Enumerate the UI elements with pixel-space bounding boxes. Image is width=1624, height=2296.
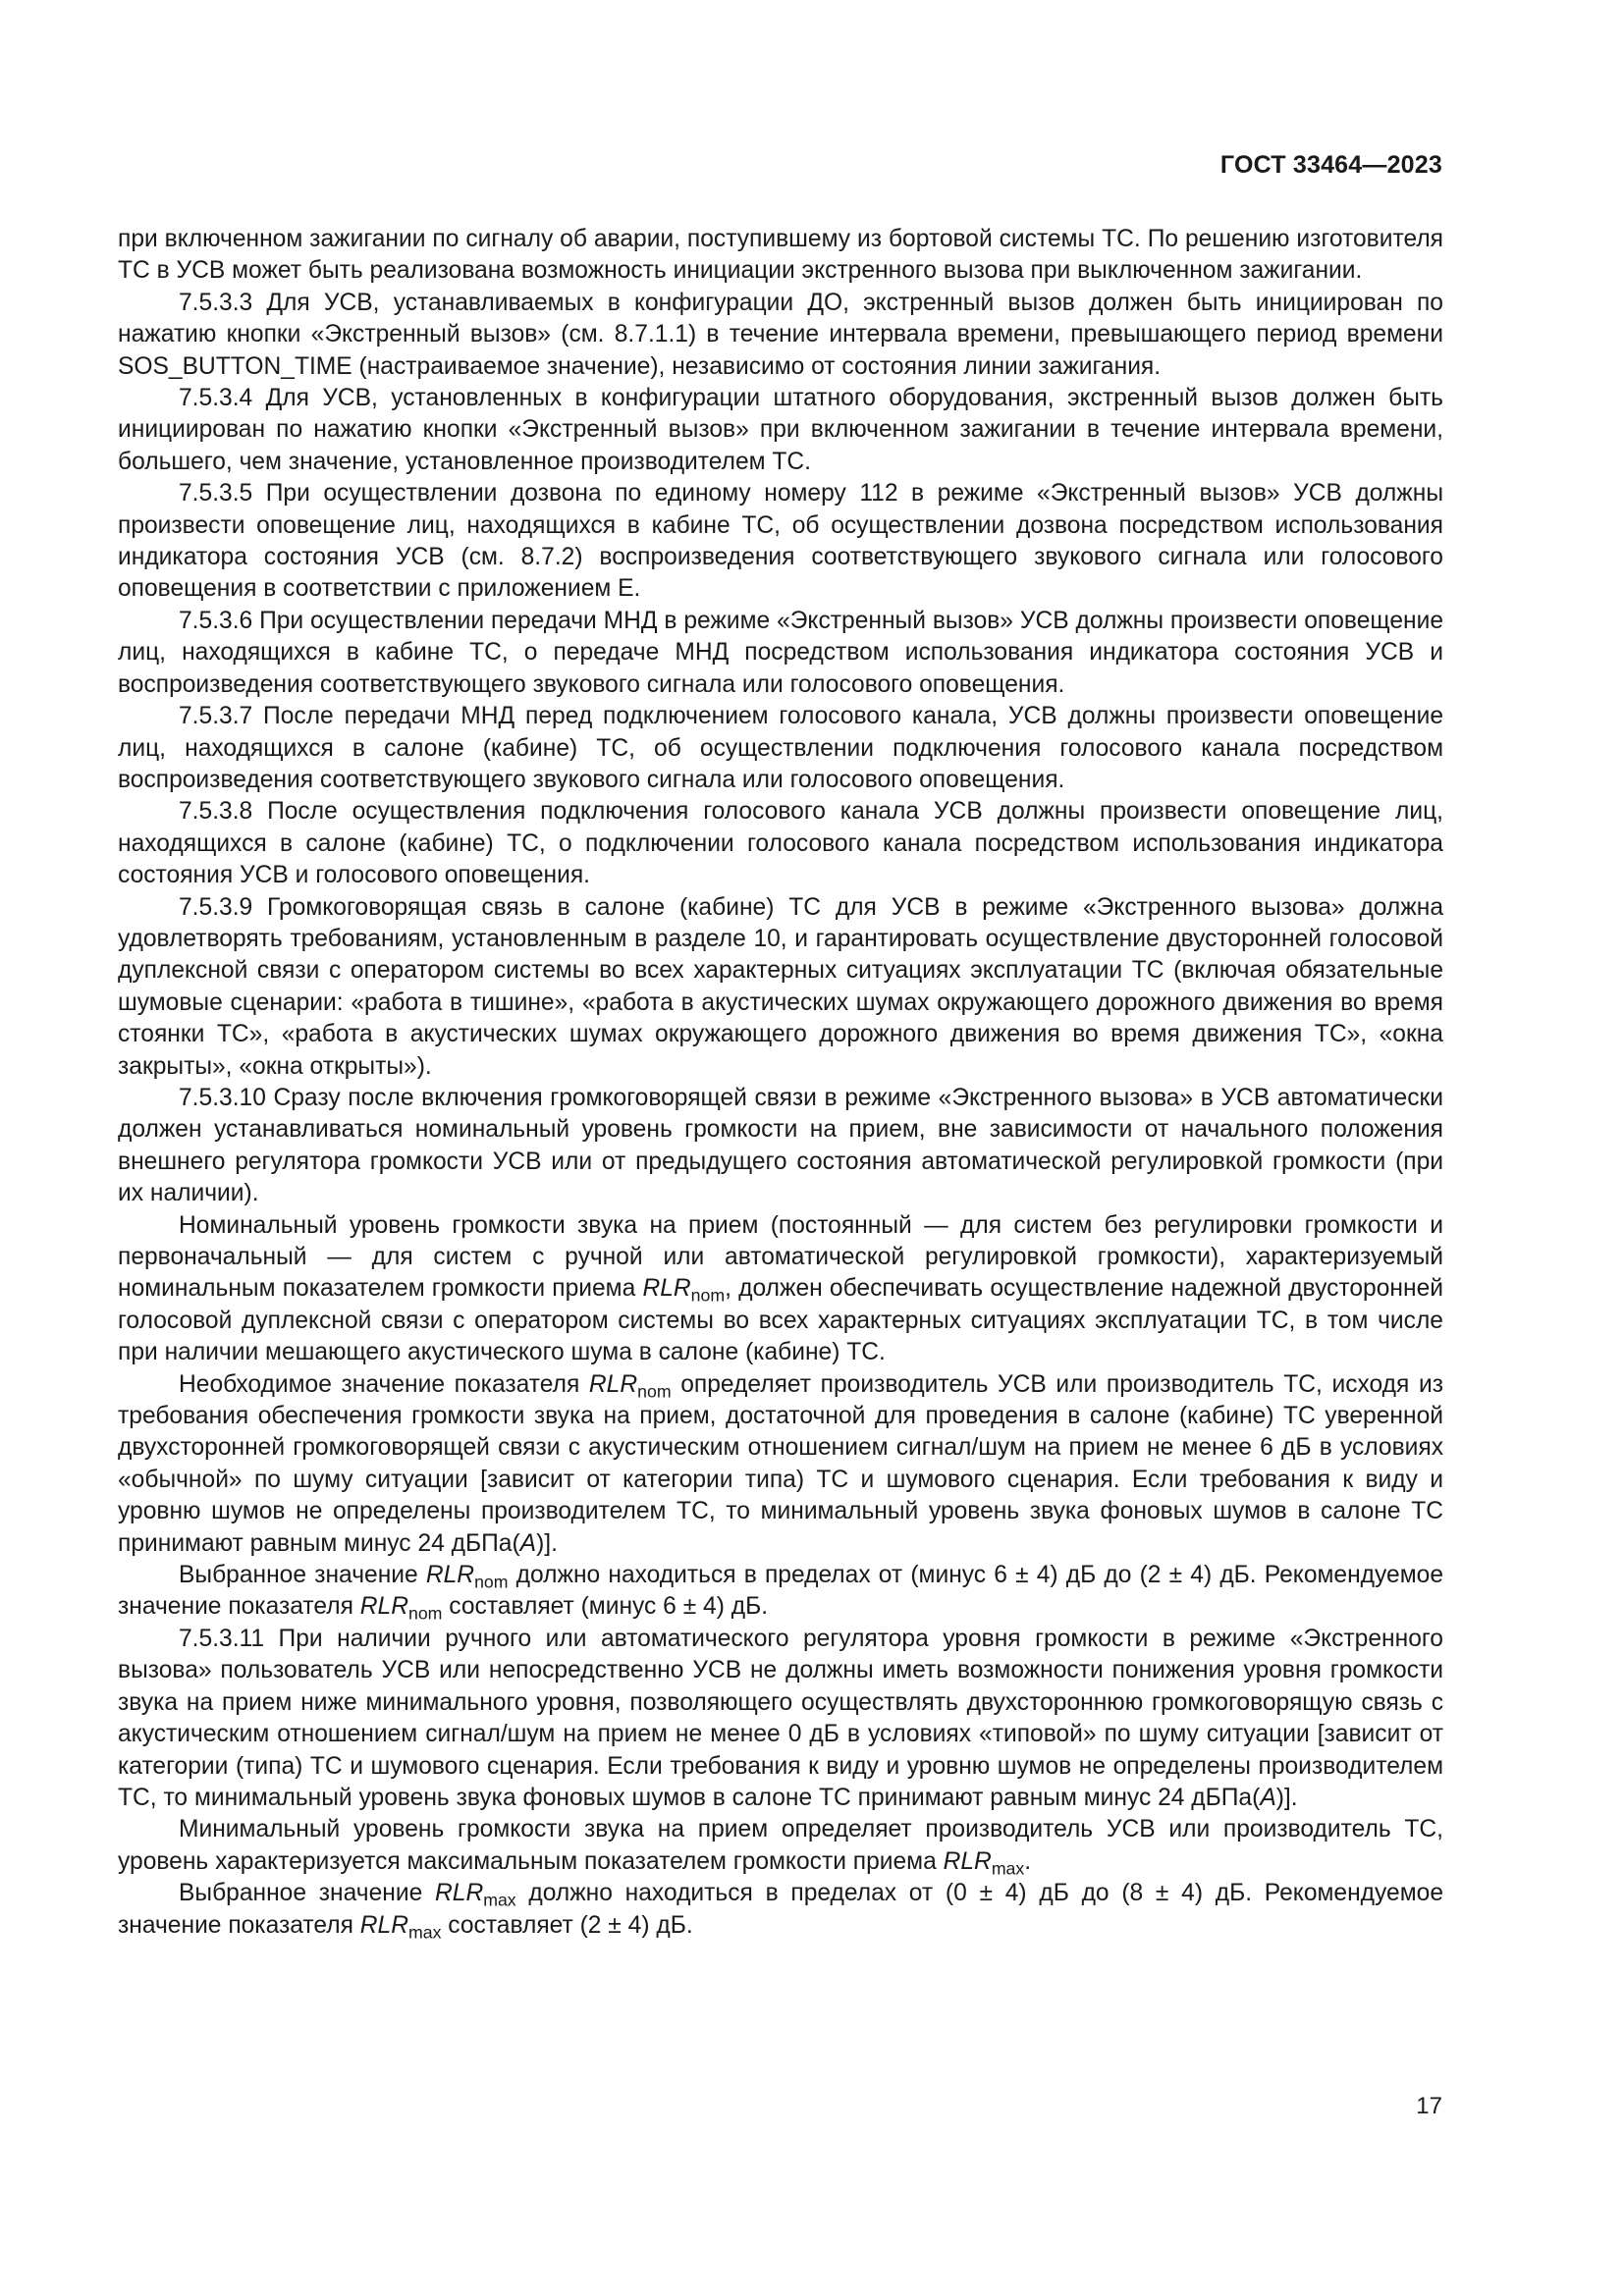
symbol-italic: RLR [943,1847,992,1875]
symbol-subscript: max [407,1922,442,1943]
paragraph [118,1878,1443,1942]
symbol-italic: A [519,1529,537,1557]
paragraph: 7.5.3.9 Громкоговорящая связь в салоне (кабине) ТС для УСВ в режиме «Экстренного вызова» должна удовлетворять требованиям, установленным в разделе 10, и гарантировать осуществление двусторонней голосовой дуплексной связи с оператором системы во всех характерных ситуациях эксплуатации ТС (включая обязательные шумовые сценарии: «работа в тишине», «работа в акустических шумах окружающего дорожного движения во время стоянки ТС», «работа в акустических шумах окружающего дорожного движения во время движения ТС», «окна закрыты», «окна открыты»). [118,893,1443,1080]
symbol-italic: RLR [642,1275,691,1303]
text-run: составляет (2 ± 4) дБ. [441,1911,693,1939]
paragraph: 7.5.3.8 После осуществления подключения голосового канала УСВ должны произвести оповещение лиц, находящихся в салоне (кабине) ТС, о подключении голосового канала посредством использования индикатора состояния УСВ и голосового оповещения. [118,798,1443,889]
text-run: 7.5.3.11 При наличии ручного или автоматического регулятора уровня громкости в режиме «Экстренного вызова» пользователь УСВ или непосредственно УСВ не должны иметь возможности понижения уровня громкости звука на прием ниже минимального уровня, позволяющего осуществлять двухстороннюю громкоговорящую связь с акустическим отношением сигнал/шум на прием не менее 0 дБ в условиях «типовой» по шуму ситуации [зависит от категории (типа) ТС и шумового сценария. Если требования к виду и уровню шумов не определены производителем ТС, то минимальный уровень звука фоновых шумов в салоне ТС принимают равным минус 24 дБПа( [118,1625,1443,1811]
symbol-subscript: nom [407,1604,443,1625]
symbol-italic: RLR [425,1562,475,1589]
paragraph: 7.5.3.5 При осуществлении дозвона по единому номеру 112 в режиме «Экстренный вызов» УСВ должны произвести оповещение лиц, находящихся в кабине ТС, об осуществлении дозвона посредством использования индикатора состояния УСВ (см. 8.7.2) воспроизведения соответствующего звукового сигнала или голосового оповещения в соответствии с приложением Е. [118,480,1443,603]
paragraph [118,1814,1443,1878]
page-number: 17 [1416,2093,1442,2119]
symbol-subscript: nom [690,1286,726,1307]
text-run: определяет производитель УСВ или производитель ТС, исходя из требования обеспечения громкости звука на прием, достаточной для проведения в салоне (кабине) ТС уверенной двухсторонней громкоговорящей связи с акустическим отношением сигнал/шум на прием не менее 6 дБ в условиях «обычной» по шуму ситуации [зависит от категории типа) ТС и шумового сценария. Если требования к виду и уровню шумов не определены производителем ТС, то минимальный уровень звука фоновых шумов в салоне ТС принимают равным минус 24 дБПа( [118,1370,1444,1557]
text-run: Номинальный уровень громкости звука на прием (постоянный — для систем без регулировки громкости и первоначальный — для систем с ручной или автоматической регулировкой громкости), характеризуемый номинальным показателем громкости приема [118,1211,1443,1303]
symbol-subscript: max [483,1890,516,1910]
paragraph: 7.5.3.4 Для УСВ, установленных в конфигурации штатного оборудования, экстренный вызов должен быть инициирован по нажатию кнопки «Экстренный вызов» при включенном зажигании в течение интервала времени, большего, чем значение, установленное производителем ТС. [118,385,1443,475]
paragraph: 7.5.3.3 Для УСВ, устанавливаемых в конфигурации ДО, экстренный вызов должен быть инициирован по нажатию кнопки «Экстренный вызов» (см. 8.7.1.1) в течение интервала времени, превышающего период времени SOS_BUTTON_TIME (настраиваемое значение), независимо от состояния линии зажигания. [118,289,1443,380]
paragraph: 7.5.3.10 Сразу после включения громкоговорящей связи в режиме «Экстренного вызова» в УСВ автоматически должен устанавливаться номинальный уровень громкости на прием, вне зависимости от начального положения внешнего регулятора громкости УСВ или от предыдущего состояния автоматической регулировкой громкости (при их наличии). [118,1084,1443,1207]
text-run: )]. [536,1529,558,1557]
symbol-italic: RLR [588,1370,638,1398]
paragraph: при включенном зажигании по сигналу об аварии, поступившему из бортовой системы ТС. По решению изготовителя ТС в УСВ может быть реализована возможность инициации экстренного вызова при выключенном зажигании. [118,226,1443,285]
text-run: Необходимое значение показателя [179,1370,589,1398]
document-body [118,224,1443,1942]
symbol-italic: RLR [359,1593,408,1621]
document-header: ГОСТ 33464—2023 [1219,151,1442,179]
text-run: . [1024,1847,1032,1875]
paragraph [118,1369,1443,1560]
symbol-subscript: nom [474,1572,509,1592]
paragraph [118,1560,1443,1624]
symbol-subscript: nom [637,1381,672,1402]
paragraph: 7.5.3.6 При осуществлении передачи МНД в режиме «Экстренный вызов» УСВ должны произвести оповещение лиц, находящихся в кабине ТС, о передаче МНД посредством использования индикатора состояния УСВ и воспроизведения соответствующего звукового сигнала или голосового оповещения. [118,607,1443,698]
paragraph [118,1210,1443,1369]
text-run: Выбранное значение [179,1562,426,1589]
symbol-italic: RLR [435,1880,484,1907]
symbol-subscript: max [991,1858,1025,1879]
symbol-italic: RLR [359,1911,408,1939]
symbol-italic: A [1260,1784,1276,1811]
paragraph: 7.5.3.7 После передачи МНД перед подключением голосового канала, УСВ должны произвести оповещение лиц, находящихся в салоне (кабине) ТС, об осуществлении подключения голосового канала посредством воспроизведения соответствующего звукового сигнала или голосового оповещения. [118,703,1443,793]
text-run: должно находиться в пределах от (минус 6 ± 4) дБ до (2 ± 4) дБ. Рекомендуемое значение показателя [118,1562,1443,1621]
text-run: )]. [1275,1784,1298,1811]
text-run: Выбранное значение [179,1880,435,1907]
text-run: Минимальный уровень громкости звука на прием определяет производитель УСВ или производитель ТС, уровень характеризуется максимальным показателем громкости приема [118,1816,1443,1875]
text-run: должно находиться в пределах от (0 ± 4) дБ до (8 ± 4) дБ. Рекомендуемое значение показателя [118,1880,1443,1939]
text-run: , должен обеспечивать осуществление надежной двусторонней голосовой дуплексной связи с оператором системы во всех характерных ситуациях эксплуатации ТС, в том числе при наличии мешающего акустического шума в салоне (кабине) ТС. [118,1275,1443,1366]
paragraph [118,1624,1443,1814]
text-run: составляет (минус 6 ± 4) дБ. [442,1593,769,1621]
